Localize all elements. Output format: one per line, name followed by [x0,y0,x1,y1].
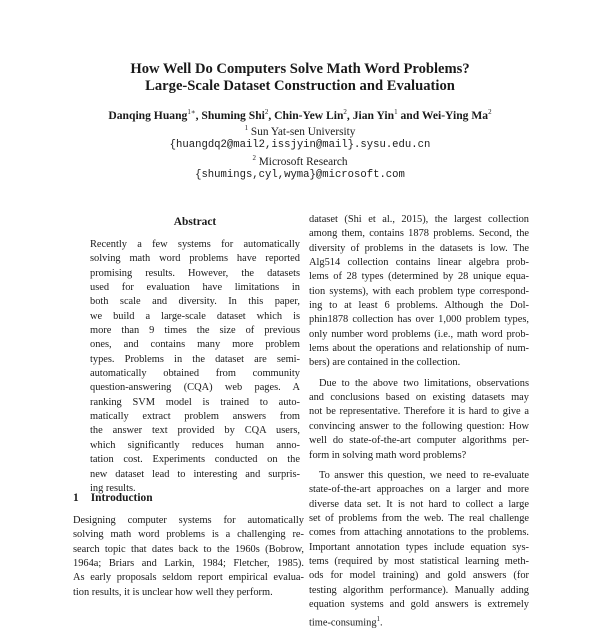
paper-title-line2: Large-Scale Dataset Construction and Evaluation [145,78,455,94]
text-line: ones, and contains many more problem [90,339,300,351]
text-line: solving math word problems is a challenging re- [73,529,304,541]
text-line: diverse data set. It is not hard to collect a large [309,498,529,510]
text-line: lems of 28 types (determined by 28 unique equa- [309,271,529,283]
section-number: 1 [73,492,79,504]
text-line: tion results, it is unclear how well they perform. [73,586,273,598]
author-affiliation-mark: 2 [264,108,269,116]
author-name: Chin-Yew Lin [274,108,344,122]
right-column-body [309,213,529,627]
text-line: 1964a; Briars and Larkin, 1984; Fletcher, 1985). [73,558,304,570]
text-line: lems about the operations and relationship of num- [309,343,529,355]
text-line: As early proposals seldom report empirical evalua- [73,572,304,584]
affiliation-1 [0,124,600,138]
author-conjunction: and [400,108,420,122]
author-affiliation-mark: 2 [488,108,492,116]
text-line: diversity of problems in the datasets is low. The [309,242,529,254]
text-line: question-answering (CQA) web pages. A [90,382,300,394]
text-line: tems (required by most statistical learning meth- [309,555,529,567]
affiliation-2 [0,154,600,168]
text-line: To answer this question, we need to re-evaluate [319,469,529,481]
text-line: ing to at least 6 problems. Although the Dol- [309,300,529,312]
introduction-body [73,514,304,600]
section-heading-introduction [73,492,153,504]
text-line: new dataset lead to interesting and surpris- [90,468,300,480]
text-line: matically extract problem answers from [90,411,300,423]
text-line: state-of-the-art approaches on a larger and more [309,484,529,496]
text-line: time-consuming$^1$. [309,615,383,629]
text-line: automatically obtained from community [90,368,300,380]
footnote-mark: 1 [376,615,381,624]
text-line: Due to the above two limitations, observations [319,377,529,389]
text-line: Recently a few systems for automatically [90,239,300,250]
text-line: types. Problems in the dataset are semi- [90,353,300,365]
affiliation-name: Sun Yat-sen University [250,125,356,138]
text-line: used for evaluation have limitations in [90,282,300,294]
text-line: ing results. [90,482,136,494]
footnote-punctuation: . [380,617,383,629]
text-line: phin1878 collection has over 1,000 problem types, [309,314,529,326]
text-line: convincing answer to the following question: How [309,420,529,432]
affiliation-mark: 2 [252,154,256,162]
email-1: {huangdq2@mail2,issjyin@mail}.sysu.edu.cn [169,139,431,151]
author-name: Wei-Ying Ma [421,108,489,122]
author-list: Danqing Huang$^{1∗}$, Shuming Shi$^2$, Chin-Yew Lin$^2$, Jian Yin$^1$ and Wei-Ying Ma$^2$ [108,108,492,122]
text-line: both scale and diversity. In this paper, [90,296,300,308]
text-line: equation systems and gold answers is extremely [309,598,529,610]
section-title: Introduction [90,492,153,504]
author-affiliation-mark: 1 [394,108,398,116]
text-line: set of problems from the web. The real challenge [309,512,529,524]
text-line: the answer text provided by CQA users, [90,425,300,437]
text-line: testing algorithm performance). Manually adding [309,584,529,596]
text-line: and conclusions based on existing datasets may [309,392,529,404]
text-line: solving math word problems have reported [90,253,300,265]
paper-title-line1: How Well Do Computers Solve Math Word Problems? [130,61,470,77]
text-line: tion systems), with each problem type correspond- [309,285,529,297]
text-line: not be representative. Therefore it is hard to give a [309,406,529,418]
text-line: promising results. However, the datasets [90,267,300,279]
text-line: only number word problems (i.e., math word prob- [309,328,529,340]
author-affiliation-mark: 2 [343,108,347,116]
affiliation-mark: 1 [244,124,249,132]
text-line: which significantly reduces human anno- [90,439,300,451]
abstract-body [90,238,300,496]
text-line: Alg514 collection contains linear algebra prob- [309,257,529,269]
text-line: Designing computer systems for automatically [73,515,304,526]
text-line: form in solving math word problems? [309,449,467,461]
text-line: bers) are contained in the collection. [309,357,461,369]
author-name: Danqing Huang [108,108,188,122]
text-line: search topic that dates back to the 1960s (Bobrow, [73,543,304,555]
paragraph [309,469,529,627]
author-affiliation-mark: 1∗ [187,108,196,116]
affiliation-name: Microsoft Research [258,155,348,168]
abstract-heading: Abstract [173,216,217,228]
author-name: Shuming Shi [201,108,265,122]
text-line: among them, contains 1878 problems. Second, the [309,228,529,240]
paragraph [309,377,529,463]
email-2: {shumings,cyl,wyma}@microsoft.com [195,169,405,181]
text-line: more than 9 times the size of previous [90,325,300,337]
text-line: comes from attaching annotations to the problems. [309,527,529,539]
paragraph [309,213,529,371]
text-line: we build a large-scale dataset which is [90,310,300,322]
text-line: well do state-of-the-art computer algorithms per- [309,435,529,447]
text-line: ranking SVM model is trained to auto- [90,396,300,408]
author-name: Jian Yin [352,108,395,122]
text-line: tation cost. Experiments conducted on the [90,454,300,466]
text-line: ods for model training) and gold answers (for [309,570,529,582]
text-line: dataset (Shi et al., 2015), the largest collection [309,214,529,225]
text-line: Important annotation types include equation sys- [309,541,529,553]
